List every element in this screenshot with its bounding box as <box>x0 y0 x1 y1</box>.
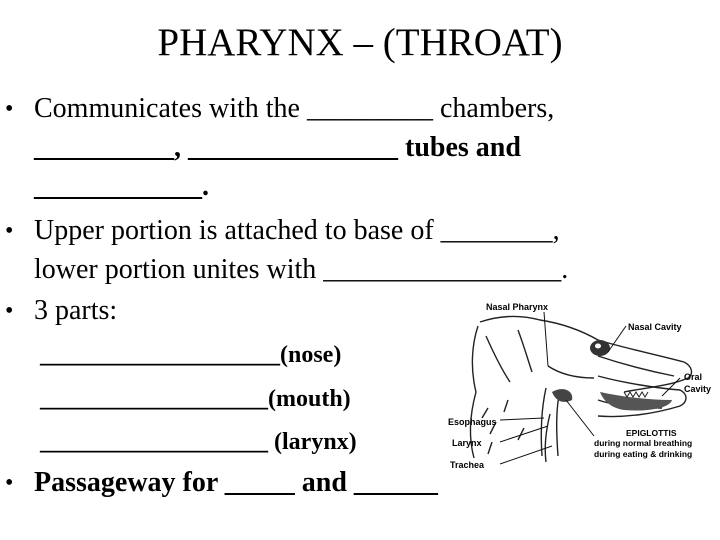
bullet-marker: • <box>5 298 14 324</box>
label-cavity: Cavity <box>684 384 712 394</box>
label-oral: Oral <box>684 372 703 382</box>
teeth-shape <box>624 392 648 397</box>
label-larynx: Larynx <box>452 438 482 448</box>
eye-icon <box>590 340 610 356</box>
bullet-1-line-2: __________, _______________ tubes and <box>34 132 521 163</box>
label-epiglottis-eating: during eating & drinking <box>594 449 693 459</box>
bullet-marker: • <box>5 96 14 122</box>
epiglottis-shape <box>552 389 572 402</box>
bullet-1-line-1: Communicates with the _________ chambers, <box>34 93 555 124</box>
label-epiglottis-breathing: during normal breathing <box>594 438 693 448</box>
label-nasal-cavity: Nasal Cavity <box>628 322 682 332</box>
dog-throat-anatomy-diagram <box>448 296 718 470</box>
sub-item-nose: ____________________(nose) <box>40 342 342 368</box>
bullet-4-line-1: Passageway for _____ and ______ <box>34 467 438 498</box>
bullet-2-line-2: lower portion unites with _________________. <box>34 254 569 285</box>
sub-item-mouth: ___________________(mouth) <box>40 386 351 412</box>
sub-item-larynx: ___________________ (larynx) <box>40 429 357 455</box>
slide-title: PHARYNX – (THROAT) <box>157 21 563 64</box>
label-epiglottis: EPIGLOTTIS <box>626 428 677 438</box>
bullet-2-line-1: Upper portion is attached to base of ________, <box>34 215 560 246</box>
label-nasal-pharynx: Nasal Pharynx <box>486 302 549 312</box>
label-trachea: Trachea <box>450 460 485 470</box>
bullet-1-line-3: ____________. <box>34 171 209 202</box>
bullet-marker: • <box>5 470 14 496</box>
label-esophagus: Esophagus <box>448 417 497 427</box>
bullet-3-line-1: 3 parts: <box>34 295 118 326</box>
eye-highlight <box>595 344 601 349</box>
bullet-marker: • <box>5 218 14 244</box>
